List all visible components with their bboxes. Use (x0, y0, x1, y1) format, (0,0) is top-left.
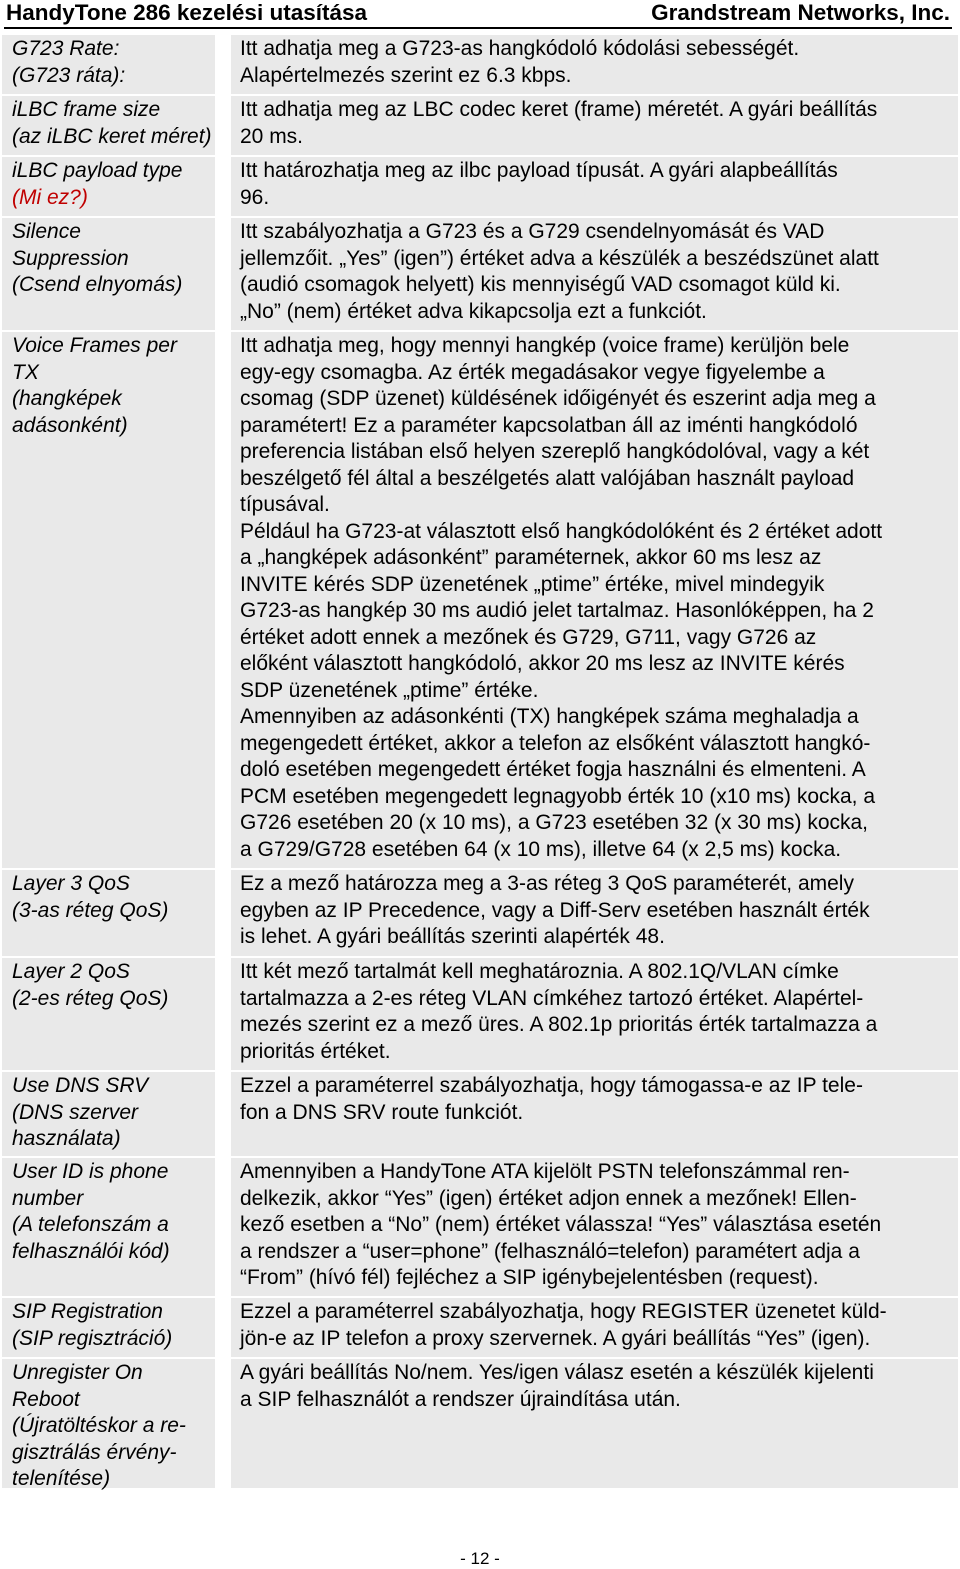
parameter-description: Itt adhatja meg a G723-as hangkódoló kódolási sebességét. Alapértelmezés szerint ez 6.3 kbps. (231, 35, 958, 94)
page-header (4, 0, 952, 29)
parameter-description: A gyári beállítás No/nem. Yes/igen válasz esetén a készülék kijelenti a SIP felhasználót a rendszer újraindítása után. (231, 1359, 958, 1488)
parameter-label: iLBC payload type (12, 159, 183, 182)
parameter-name: Voice Frames per TX (hangképek adásonként) (2, 332, 215, 868)
parameter-description: Itt két mező tartalmát kell meghatároznia. A 802.1Q/VLAN címke tartalmazza a 2-es réteg VLAN címkéhez tartozó értéket. Alapértel- mezés szerint ez a mező üres. A 802.1p prioritás érték tartalmazza a prioritás értéket. (231, 958, 958, 1070)
table-row-silence-suppression (2, 218, 958, 332)
parameter-name: G723 Rate: (G723 ráta): (2, 35, 215, 94)
table-row-layer2-qos (2, 958, 958, 1072)
parameter-description: Ez a mező határozza meg a 3-as réteg 3 QoS paraméterét, amely egyben az IP Precedence, vagy a Diff-Serv esetében használt érték is lehet. A gyári beállítás szerinti alapérték 48. (231, 870, 958, 956)
document-title: HandyTone 286 kezelési utasítása (6, 0, 367, 25)
parameter-description: Ezzel a paraméterrel szabályozhatja, hogy REGISTER üzenetet küld- jön-e az IP telefon a proxy szervernek. A gyári beállítás “Yes” (igen). (231, 1298, 958, 1357)
page-number: - 12 - (460, 1549, 500, 1568)
table-row-use-dns-srv (2, 1072, 958, 1158)
table-row-unregister-on-reboot (2, 1359, 958, 1490)
parameter-name: SIP Registration (SIP regisztráció) (2, 1298, 215, 1357)
parameter-name: User ID is phone number (A telefonszám a felhasználói kód) (2, 1158, 215, 1296)
parameter-description: Itt határozhatja meg az ilbc payload típusát. A gyári alapbeállítás 96. (231, 157, 958, 216)
parameter-name: Silence Suppression (Csend elnyomás) (2, 218, 215, 330)
parameter-description: Ezzel a paraméterrel szabályozhatja, hogy támogassa-e az IP tele- fon a DNS SRV route funkciót. (231, 1072, 958, 1156)
table-row-user-id-is-phone-number (2, 1158, 958, 1298)
table-row-voice-frames-per-tx (2, 332, 958, 870)
table-row-g723-rate (2, 35, 958, 96)
parameter-name: Use DNS SRV (DNS szerver használata) (2, 1072, 215, 1156)
table-row-sip-registration (2, 1298, 958, 1359)
parameter-description: Amennyiben a HandyTone ATA kijelölt PSTN telefonszámmal ren- delkezik, akkor “Yes” (igen) értéket adjon ennek a mezőnek! Ellen- kező esetben a “No” (nem) értéket válassza! “Yes” választása esetén a rendszer a “user=phone” (felhasználó=telefon) paramétert adja a “From” (hívó fél) fejléchez a SIP igénybejelentésben (request). (231, 1158, 958, 1296)
parameter-description: Itt adhatja meg, hogy mennyi hangkép (voice frame) kerüljön bele egy-egy csomagba. Az érték megadásakor vegye figyelembe a csomag (SDP üzenet) küldésének időigényét és eszerint adja meg a paramétert! Ez a paraméter kapcsolatban áll az iménti hangkódoló preferencia listában első helyen szereplő hangkódolóval, vagy a két beszélgető fél által a beszélgetés alatt valójában használt payload típusával. Például ha G723-at választott első hangkódolóként és 2 értéket adott a „hangképek adásonként” paraméternek, akkor 60 ms lesz az INVITE kérés SDP üzenetének „ptime” értéke, mivel mindegyik G723-as hangkép 30 ms audió jelet tartalmaz. Hasonlóképpen, ha 2 értéket adott ennek a mezőnek és G729, G711, vagy G726 az előként választott hangkódoló, akkor 20 ms lesz az INVITE kérés SDP üzenetének „ptime” értéke. Amennyiben az adásonkénti (TX) hangképek száma meghaladja a megengedett értéket, akkor a telefon az elsőként választott hangkó- doló esetében megengedett értéket fogja használni és elmenteni. A PCM esetében megengedett legnagyobb érték 10 (x10 ms) kocka, a G726 esetében 20 (x 10 ms), a G723 esetében 32 (x 30 ms) kocka, a G729/G728 esetében 64 (x 10 ms), illetve 64 (x 2,5 ms) kocka. (231, 332, 958, 868)
parameter-name: Layer 3 QoS (3-as réteg QoS) (2, 870, 215, 956)
table-row-ilbc-frame-size (2, 96, 958, 157)
parameter-name (2, 157, 215, 216)
parameter-name: iLBC frame size (az iLBC keret méret) (2, 96, 215, 155)
parameter-name: Layer 2 QoS (2-es réteg QoS) (2, 958, 215, 1070)
company-name: Grandstream Networks, Inc. (651, 0, 950, 25)
table-row-ilbc-payload-type (2, 157, 958, 218)
table-row-layer3-qos (2, 870, 958, 958)
question-note: (Mi ez?) (12, 185, 88, 209)
parameter-description: Itt szabályozhatja a G723 és a G729 csendelnyomását és VAD jellemzőit. „Yes” (igen”) értéket adva a készülék a beszédszünet alatt (audió csomagok helyett) kis mennyiségű VAD csomagot küld ki. „No” (nem) értéket adva kikapcsolja ezt a funkciót. (231, 218, 958, 330)
parameter-name: Unregister On Reboot (Újratöltéskor a re- gisztrálás érvény- telenítése) (2, 1359, 215, 1488)
parameter-description: Itt adhatja meg az LBC codec keret (frame) méretét. A gyári beállítás 20 ms. (231, 96, 958, 155)
